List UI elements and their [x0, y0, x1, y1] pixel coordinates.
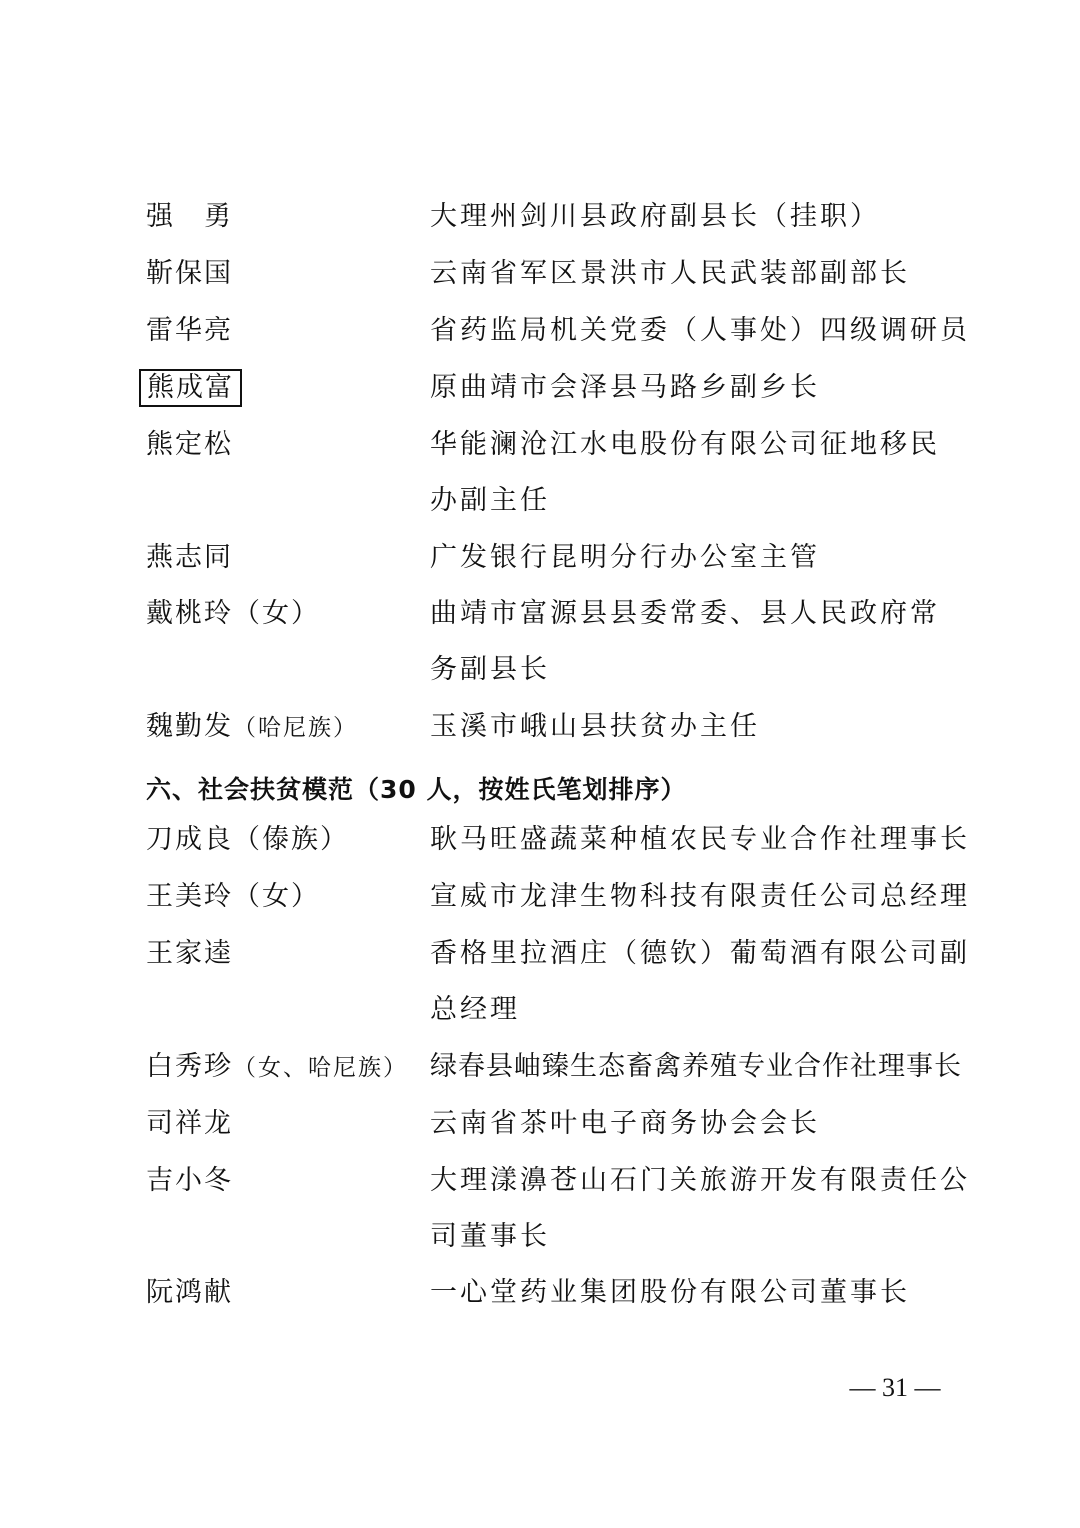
list-item: [0, 707, 1080, 747]
person-title: 香格里拉酒庄（德钦）葡萄酒有限公司副: [430, 938, 970, 969]
person-name: 熊定松: [146, 429, 233, 460]
person-title: 玉溪市峨山县扶贫办主任: [430, 711, 760, 742]
person-name: 吉小冬: [146, 1165, 233, 1196]
person-title: 绿春县岫臻生态畜禽养殖专业合作社理事长: [430, 1051, 962, 1082]
section-heading: 六、社会扶贫模范（30 人，按姓氏笔划排序）: [146, 775, 687, 804]
list-item: [0, 425, 1080, 465]
ethnicity-note: （哈尼族）: [233, 715, 358, 741]
list-item: [0, 1273, 1080, 1313]
person-name-text: 魏勤发: [146, 711, 233, 742]
page-number: — 31 —: [849, 1373, 941, 1402]
list-item: [0, 1161, 1080, 1201]
person-title-continuation: 办副主任: [430, 485, 550, 516]
list-item: [0, 594, 1080, 634]
person-name: 王家逵: [146, 938, 233, 969]
person-name: 靳保国: [146, 258, 233, 289]
person-title-continuation: 务副县长: [430, 654, 550, 685]
person-title: 耿马旺盛蔬菜种植农民专业合作社理事长: [430, 824, 970, 855]
person-name: 强 勇: [146, 201, 233, 232]
list-item: [0, 538, 1080, 578]
person-title: 云南省茶叶电子商务协会会长: [430, 1108, 820, 1139]
person-title: 云南省军区景洪市人民武装部副部长: [430, 258, 910, 289]
person-title-continuation: 总经理: [430, 994, 520, 1025]
list-item: [0, 311, 1080, 351]
person-name-highlighted: 熊成富: [139, 369, 242, 407]
person-title-continuation: 司董事长: [430, 1221, 550, 1252]
person-name: 阮鸿献: [146, 1277, 233, 1308]
person-title: 宣威市龙津生物科技有限责任公司总经理: [430, 881, 970, 912]
person-title: 华能澜沧江水电股份有限公司征地移民: [430, 429, 940, 460]
person-title: 大理漾濞苍山石门关旅游开发有限责任公: [430, 1165, 970, 1196]
person-name-text: 白秀珍: [146, 1051, 233, 1082]
person-name: 王美玲（女）: [146, 881, 320, 912]
list-item: [0, 1047, 1080, 1087]
person-name: 雷华亮: [146, 315, 233, 346]
person-name: 司祥龙: [146, 1108, 233, 1139]
list-item: [0, 934, 1080, 974]
list-item: [0, 877, 1080, 917]
person-name: 刀成良（傣族）: [146, 824, 349, 855]
person-title: 大理州剑川县政府副县长（挂职）: [430, 201, 880, 232]
person-name: 燕志同: [146, 542, 233, 573]
person-name: 戴桃玲（女）: [146, 598, 320, 629]
list-item: [0, 1104, 1080, 1144]
list-item: [0, 197, 1080, 237]
person-title: 曲靖市富源县县委常委、县人民政府常: [430, 598, 940, 629]
list-item: [0, 254, 1080, 294]
person-title: 广发银行昆明分行办公室主管: [430, 542, 820, 573]
person-name: [146, 1047, 408, 1088]
list-item: [0, 368, 1080, 408]
person-title: 一心堂药业集团股份有限公司董事长: [430, 1277, 910, 1308]
list-item: [0, 820, 1080, 860]
person-title: 原曲靖市会泽县马路乡副乡长: [430, 372, 820, 403]
person-title: 省药监局机关党委（人事处）四级调研员: [430, 315, 970, 346]
ethnicity-note: （女、哈尼族）: [233, 1055, 408, 1081]
person-name: [146, 707, 358, 748]
